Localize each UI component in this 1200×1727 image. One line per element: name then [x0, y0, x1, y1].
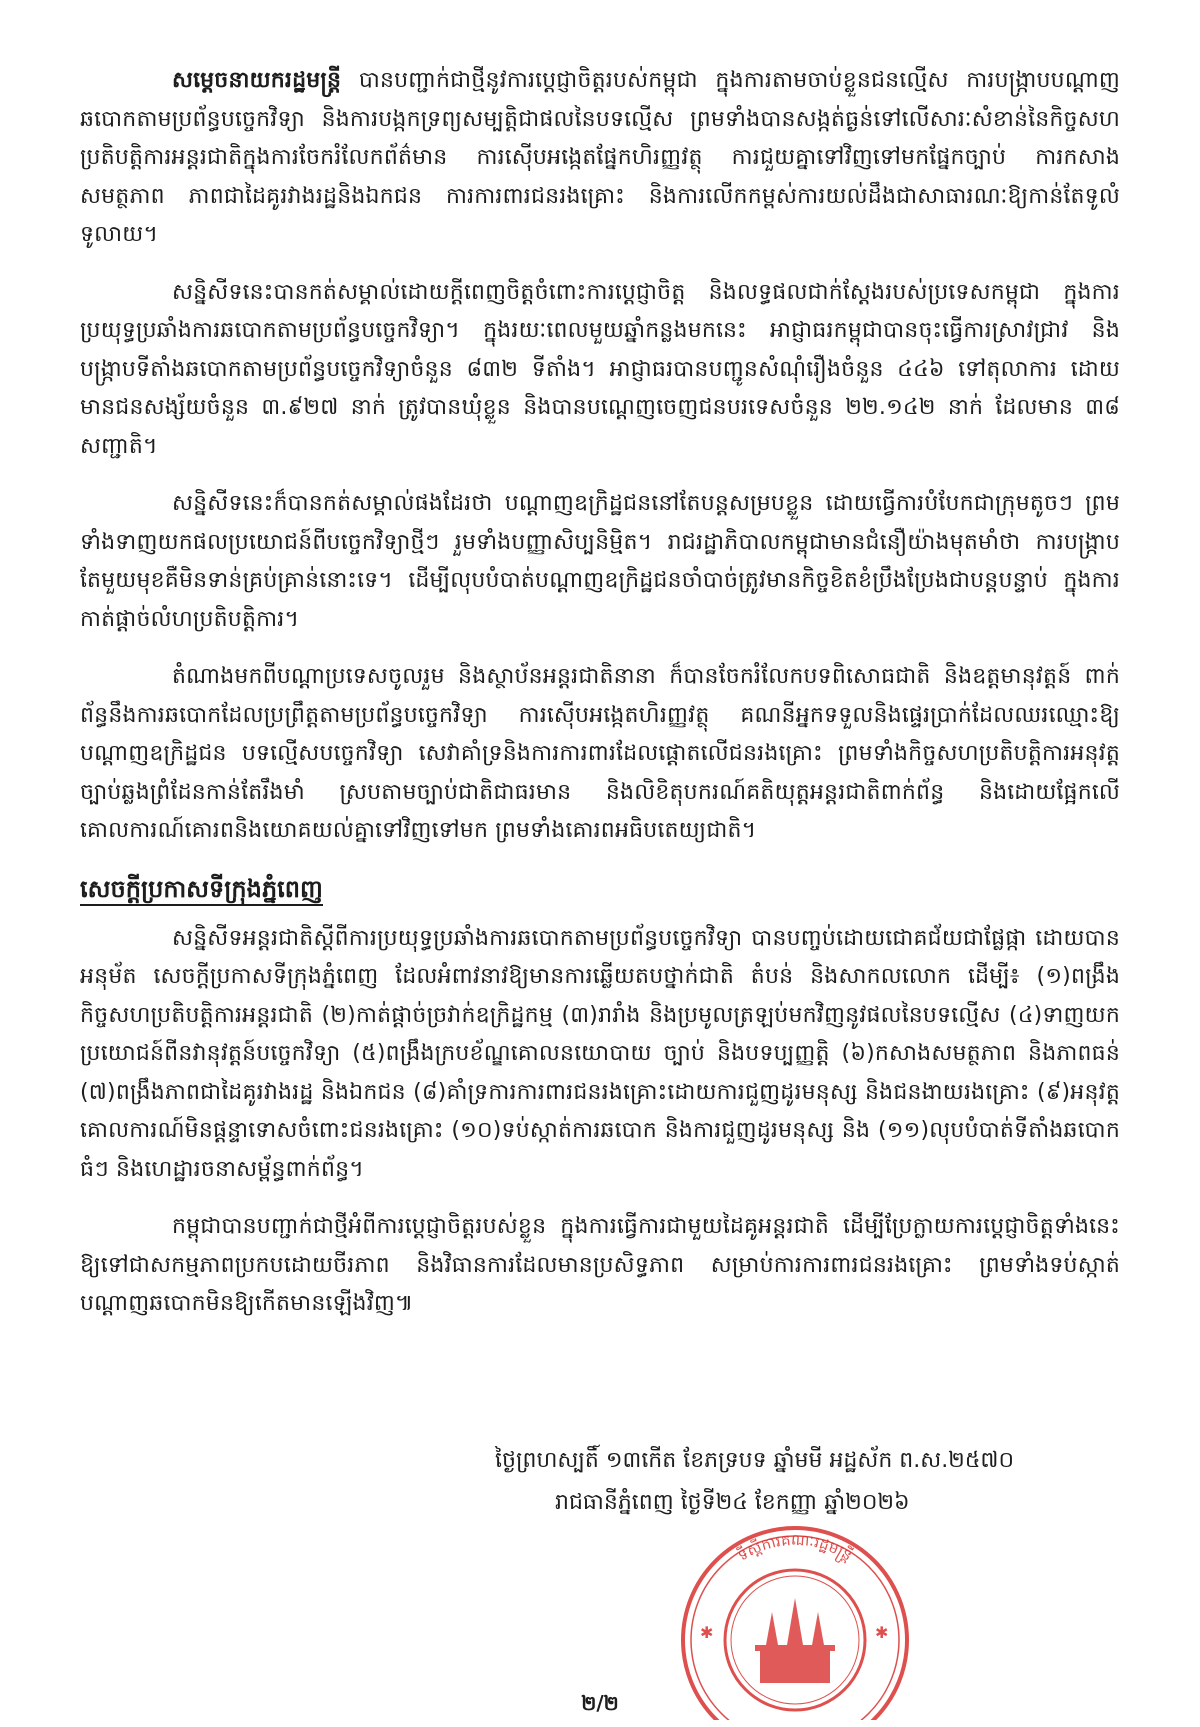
- paragraph-3: សន្និសីទនេះក៏បានកត់សម្គាល់ផងដែរថា បណ្តាញឧក្រិដ្ឋជននៅតែបន្តសម្របខ្លួន ដោយធ្វើការបំបែកជាក្រុមតូចៗ ព្រមទាំងទាញយកផលប្រយោជន៍ពីបច្ចេកវិទ្យាថ្មីៗ រួមទាំងបញ្ញាសិប្បនិម្មិត។ រាជរដ្ឋាភិបាលកម្ពុជាមានជំនឿយ៉ាងមុតមាំថា ការបង្ក្រាបតែមួយមុខគឺមិនទាន់គ្រប់គ្រាន់នោះទេ។ ដើម្បីលុបបំបាត់បណ្តាញឧក្រិដ្ឋជនចាំបាច់ត្រូវមានកិច្ចខិតខំប្រឹងប្រែងជាបន្តបន្ទាប់ ក្នុងការកាត់ផ្តាច់លំហប្រតិបត្តិការ។: [80, 491, 1120, 632]
- section-heading-text: សេចក្តីប្រកាសទីក្រុងភ្នំពេញ: [80, 875, 323, 906]
- seal-star-left: ✱: [700, 1623, 714, 1642]
- paragraph-5: សន្និសីទអន្តរជាតិស្តីពីការប្រយុទ្ធប្រឆាំងការឆបោកតាមប្រព័ន្ធបច្ចេកវិទ្យា បានបញ្ចប់ដោយជោគជ័យជាផ្លែផ្កា ដោយបានអនុម័ត សេចក្តីប្រកាសទីក្រុងភ្នំពេញ ដែលអំពាវនាវឱ្យមានការឆ្លើយតបថ្នាក់ជាតិ តំបន់ និងសាកលលោក ដើម្បី៖ (១)ពង្រឹងកិច្ចសហប្រតិបត្តិការអន្តរជាតិ (២)កាត់ផ្តាច់ច្រវាក់ឧក្រិដ្ឋកម្ម (៣)រារាំង និងប្រមូលត្រឡប់មកវិញនូវផលនៃបទល្មើស (៤)ទាញយកប្រយោជន៍ពីនវានុវត្តន៍បច្ចេកវិទ្យា (៥)ពង្រឹងក្របខ័ណ្ឌគោលនយោបាយ ច្បាប់ និងបទប្បញ្ញត្តិ (៦)កសាងសមត្ថភាព និងភាពធន់ (៧)ពង្រឹងភាពជាដៃគូរវាងរដ្ឋ និងឯកជន (៨)គាំទ្រការការពារជនរងគ្រោះដោយការជួញដូរមនុស្ស និងជនងាយរងគ្រោះ (៩)អនុវត្តគោលការណ៍មិនផ្តន្ទាទោសចំពោះជនរងគ្រោះ (១០)ទប់ស្កាត់ការឆបោក និងការជួញដូរមនុស្ស និង (១១)លុបបំបាត់ទីតាំងឆបោកធំៗ និងហេដ្ឋារចនាសម្ព័ន្ធពាក់ព័ន្ធ។: [80, 925, 1120, 1182]
- paragraph-4: តំណាងមកពីបណ្តាប្រទេសចូលរួម និងស្ថាប័នអន្តរជាតិនានា ក៏បានចែករំលែកបទពិសោធជាតិ និងឧត្តមានុវត្តន៍ ពាក់ព័ន្ធនឹងការឆបោកដែលប្រព្រឹត្តតាមប្រព័ន្ធបច្ចេកវិទ្យា ការស៊ើបអង្កេតហិរញ្ញវត្ថុ គណនីអ្នកទទួលនិងផ្ទេរប្រាក់ដែលឈរឈ្មោះឱ្យបណ្តាញឧក្រិដ្ឋជន បទល្មើសបច្ចេកវិទ្យា សេវាគាំទ្រនិងការការពារដែលផ្តោតលើជនរងគ្រោះ ព្រមទាំងកិច្ចសហប្រតិបត្តិការអនុវត្តច្បាប់ឆ្លងព្រំដែនកាន់តែរឹងមាំ ស្របតាមច្បាប់ជាតិជាធរមាន និងលិខិតុបករណ៍គតិយុត្តអន្តរជាតិពាក់ព័ន្ធ និងដោយផ្អែកលើគោលការណ៍គោរពនិងយោគយល់គ្នាទៅវិញទៅមក ព្រមទាំងគោរពអធិបតេយ្យជាតិ។: [80, 664, 1120, 843]
- temple-emblem: [755, 1598, 835, 1683]
- seal-star-right: ✱: [875, 1623, 889, 1642]
- page-number: ២/២: [581, 1691, 619, 1715]
- lunar-date: ថ្ងៃព្រហស្បតិ៍ ១៣កើត ខែភទ្របទ ឆ្នាំមមី អដ្ឋស័ក ព.ស.២៥៧០: [495, 1448, 1015, 1473]
- paragraph-2: សន្និសីទនេះបានកត់សម្គាល់ដោយក្តីពេញចិត្តចំពោះការប្តេជ្ញាចិត្ត និងលទ្ធផលជាក់ស្តែងរបស់ប្រទេសកម្ពុជា ក្នុងការប្រយុទ្ធប្រឆាំងការឆបោកតាមប្រព័ន្ធបច្ចេកវិទ្យា។ ក្នុងរយៈពេលមួយឆ្នាំកន្លងមកនេះ អាជ្ញាធរកម្ពុជាបានចុះធ្វើការស្រាវជ្រាវ និងបង្ក្រាបទីតាំងឆបោកតាមប្រព័ន្ធបច្ចេកវិទ្យាចំនួន ៨៣២ ទីតាំង។ អាជ្ញាធរបានបញ្ជូនសំណុំរឿងចំនួន ៤៤៦ ទៅតុលាការ ដោយមានជនសង្ស័យចំនួន ៣.៩២៧ នាក់ ត្រូវបានឃុំខ្លួន និងបានបណ្តេញចេញជនបរទេសចំនួន ២២.១៤២ នាក់ ដែលមាន ៣៨ សញ្ជាតិ។: [80, 279, 1120, 459]
- seal-arc-text: ទីស្ដីការគណៈរដ្ឋមន្ត្រី: [734, 1530, 856, 1565]
- signature-block: [465, 1440, 1125, 1524]
- paragraph-1: [80, 62, 1120, 255]
- place-date: រាជធានីភ្នំពេញ ថ្ងៃទី២៤ ខែកញ្ញា ឆ្នាំ២០២៦: [555, 1490, 910, 1515]
- paragraph-6: កម្ពុជាបានបញ្ជាក់ជាថ្មីអំពីការប្តេជ្ញាចិត្តរបស់ខ្លួន ក្នុងការធ្វើការជាមួយដៃគូអន្តរជាតិ ដើម្បីប្រែក្លាយការប្តេជ្ញាចិត្តទាំងនេះឱ្យទៅជាសកម្មភាពប្រកបដោយចីរភាព និងវិធានការដែលមានប្រសិទ្ធភាព សម្រាប់ការការពារជនរងគ្រោះ ព្រមទាំងទប់ស្កាត់បណ្តាញឆបោកមិនឱ្យកើតមានឡើងវិញ៕: [80, 1214, 1120, 1316]
- paragraph-1-lead: សម្ដេចនាយករដ្ឋមន្ត្រី: [172, 68, 342, 93]
- paragraph-1-text: បានបញ្ជាក់ជាថ្មីនូវការប្តេជ្ញាចិត្តរបស់កម្ពុជា ក្នុងការតាមចាប់ខ្លួនជនល្មើស ការបង្ក្រាបបណ្តាញឆបោកតាមប្រព័ន្ធបច្ចេកវិទ្យា និងការបង្កកទ្រព្យសម្បត្តិជាផលនៃបទល្មើស ព្រមទាំងបានសង្កត់ធ្ងន់ទៅលើសារៈសំខាន់នៃកិច្ចសហប្រតិបត្តិការអន្តរជាតិក្នុងការចែករំលែកព័ត៌មាន ការស៊ើបអង្កេតផ្នែកហិរញ្ញវត្ថុ ការជួយគ្នាទៅវិញទៅមកផ្នែកច្បាប់ ការកសាងសមត្ថភាព ភាពជាដៃគូរវាងរដ្ឋនិងឯកជន ការការពារជនរងគ្រោះ និងការលើកកម្ពស់ការយល់ដឹងជាសាធារណៈឱ្យកាន់តែទូលំទូលាយ។: [80, 68, 1120, 247]
- section-heading: [80, 870, 1120, 908]
